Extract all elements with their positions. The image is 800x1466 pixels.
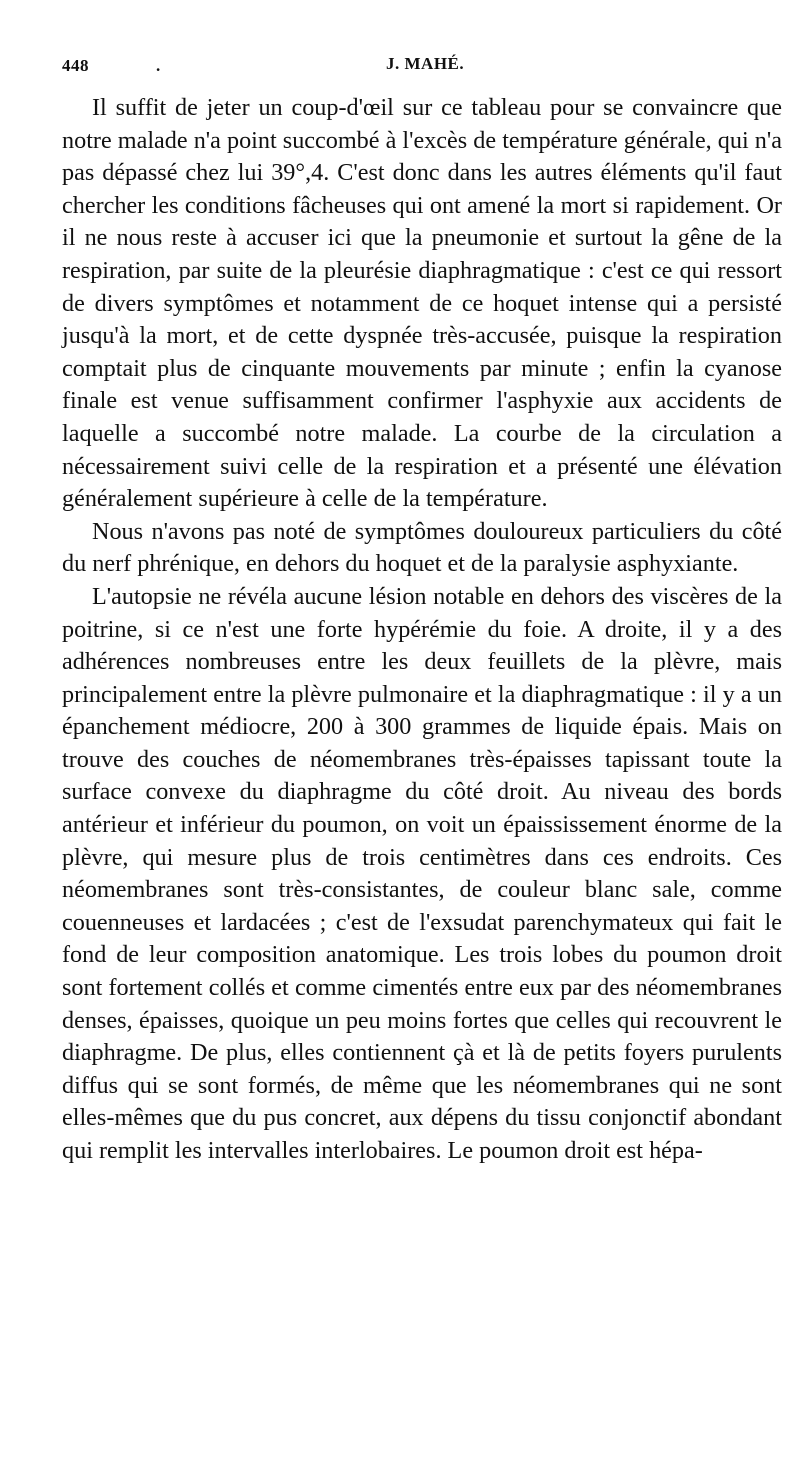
- body-text: [62, 92, 782, 1168]
- book-page: [62, 52, 782, 1168]
- paragraph: L'autopsie ne révéla aucune lésion notable en dehors des viscères de la poitrine, si ce n'est une forte hypérémie du foie. A droite, il y a des adhérences nombreuses entre les deux feuillets de la plèvre, mais principalement entre la plèvre pulmonaire et la diaphragmatique : il y a un épanchement médiocre, 200 à 300 grammes de liquide épais. Mais on trouve des couches de néomembranes très-épaisses tapissant toute la surface convexe du diaphragme du côté droit. Au niveau des bords antérieur et inférieur du poumon, on voit un épaississement énorme de la plèvre, qui mesure plus de trois centimètres dans ces endroits. Ces néomembranes sont très-consistantes, de couleur blanc sale, comme couenneuses et lardacées ; c'est de l'exsudat parenchymateux qui fait le fond de leur composition anatomique. Les trois lobes du poumon droit sont fortement collés et comme cimentés entre eux par des néomembranes denses, épaisses, quoique un peu moins fortes que celles qui recouvrent le diaphragme. De plus, elles contiennent çà et là de petits foyers purulents diffus qui se sont formés, de même que les néomembranes qui ne sont elles-mêmes que du pus concret, aux dépens du tissu conjonctif abondant qui remplit les intervalles interlobaires. Le poumon droit est hépa-: [62, 582, 782, 1164]
- running-head-author: J. MAHÉ.: [386, 54, 465, 73]
- page-number: 448: [62, 56, 89, 75]
- paragraph: Il suffit de jeter un coup-d'œil sur ce tableau pour se convaincre que notre malade n'a point succombé à l'excès de température générale, qui n'a pas dépassé chez lui 39°,4. C'est donc dans les autres éléments qu'il faut chercher les conditions fâcheuses qui ont amené la mort si rapidement. Or il ne nous reste à accuser ici que la pneumonie et surtout la gêne de la respiration, par suite de la pleurésie diaphragmatique : c'est ce qui ressort de divers symptômes et notamment de ce hoquet intense qui a persisté jusqu'à la mort, et de cette dyspnée très-accusée, puisque la respiration comptait plus de cinquante mouvements par minute ; enfin la cyanose finale est venue suffisamment confirmer l'asphyxie aux accidents de laquelle a succombé notre malade. La courbe de la circulation a nécessairement suivi celle de la respiration et a présenté une élévation généralement supérieure à celle de la température.: [62, 94, 782, 513]
- header-separator: .: [156, 56, 161, 75]
- paragraph: Nous n'avons pas noté de symptômes douloureux particuliers du côté du nerf phrénique, en dehors du hoquet et de la paralysie asphyxiante.: [62, 517, 782, 578]
- running-head: [62, 52, 782, 80]
